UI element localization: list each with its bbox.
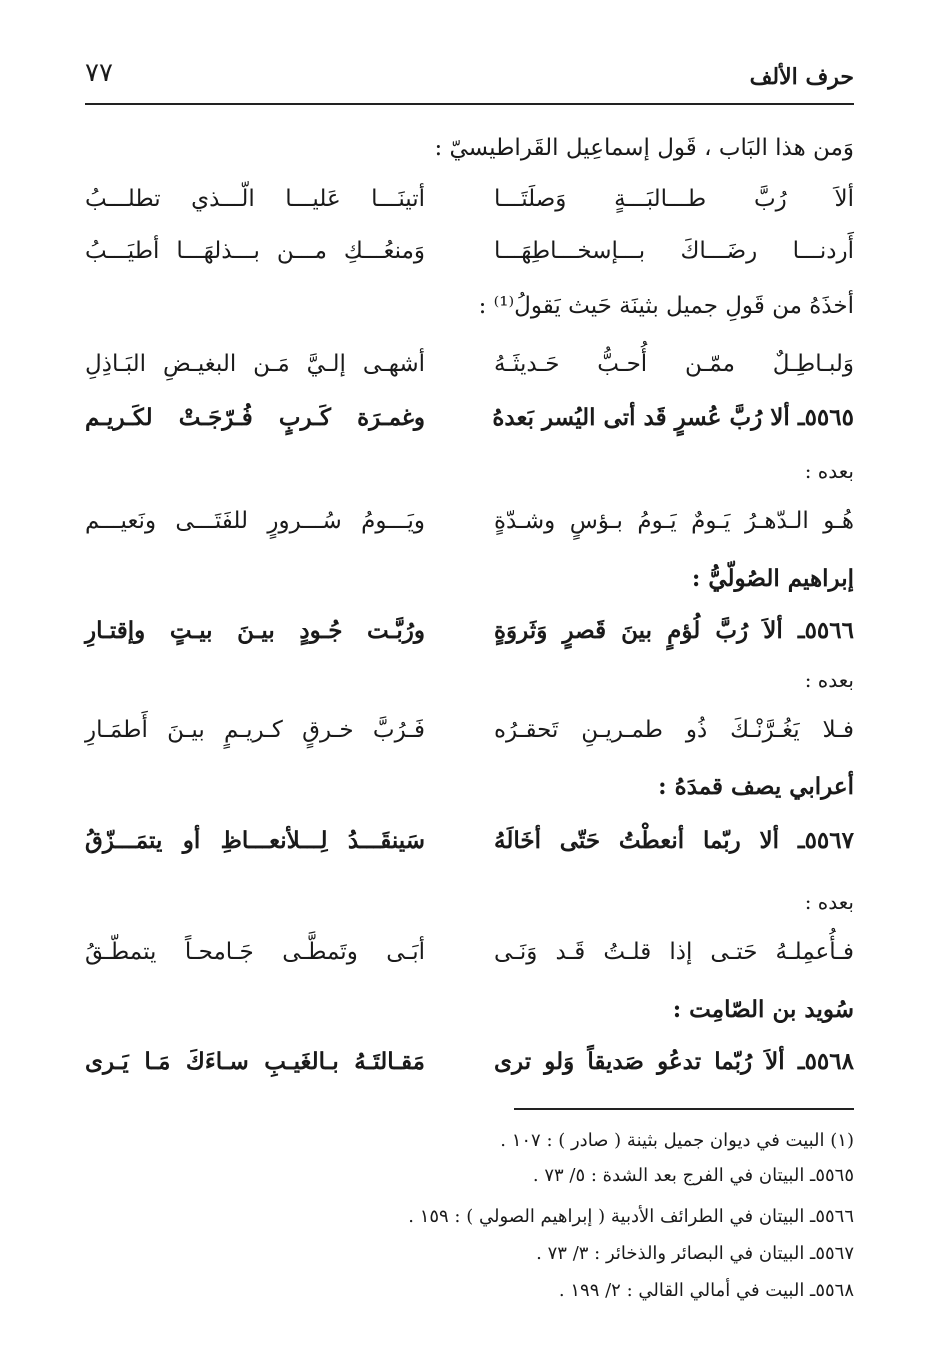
verse-5566 [85,617,854,657]
intro-line: وَمن هذا البَاب ، قَول إسماعِيل القَراطيسيّ : [434,135,854,161]
verse-second-hemistich: وغمـرَة كَـربٍ فُـرّجَـتْ لكَـريـم [85,404,425,431]
verse-qaratisi-2 [85,238,854,278]
after-label: بعده : [804,459,854,483]
verse-second-hemistich: أشهـى إلـيَّ مَـن البغيـضِ البَـاذِلِ [85,351,425,377]
verse-jamil [85,351,854,391]
footnote-divider [514,1108,854,1110]
verse-after-5566 [85,717,854,757]
verse-after-5565 [85,508,854,548]
verse-first-hemistich: ٥٥٦٦ـ ألاَ رُبَّ لُؤمٍ بينَ قَصرٍ وَثَروَةٍ [494,617,854,644]
header-divider [85,103,854,105]
after-label: بعده : [804,668,854,692]
verse-second-hemistich: ويَـــومُ سُـــرورٍ للفَتَـــى ونَعيـــم [85,508,425,534]
verse-number: ٥٥٦٨ـ [797,1048,854,1075]
verse-second-hemistich: أبَـى وتَمطَّـى جَـامحـاً يتمطّـقُ [85,939,425,965]
verse-first-hemistich: هُـو الـدّهـرُ يَـومٌ يَـومُ بـؤسٍ وشـدّةٍ [494,508,854,534]
verse-first-hemistich: ٥٥٦٨ـ ألاَ رُبّما تدعُو صَديقاً وَلو ترى [494,1048,854,1075]
verse-5567 [85,827,854,867]
verse-first-hemistich: أَردنـــا رضَـــاكَ بـــإسخـــاطِهَـــا [494,238,854,264]
footnote: ٥٥٦٧ـ البيتان في البصائر والذخائر : ٣/ ٧٣ . [536,1243,854,1264]
verse-first-hemistich: ٥٥٦٥ـ ألا رُبَّ عُسرٍ قَد أتى اليُسر بَعدهُ [492,404,854,431]
verse-second-hemistich: سَينقَـــدُ لِـــلأنعـــاظِ أو يتمَـــزّقُ [85,827,425,854]
poet-name-suli: إبراهيم الصُولّيُّ : [691,565,854,592]
verse-second-hemistich: وَمنعُـــكِ مـــن بـــذلهَـــا أطيَـــبُ [85,238,425,264]
after-label: بعده : [804,890,854,914]
verse-second-hemistich: مَقـالتَـهُ بـالغَيـبِ سـاءَكَ مَـا يَـرى [85,1048,425,1075]
verse-number: ٥٥٦٥ـ [797,404,854,431]
verse-number: ٥٥٦٧ـ [797,827,854,854]
footnote: ٥٥٦٨ـ البيت في أمالي القالي : ٢/ ١٩٩ . [558,1280,854,1301]
verse-first-hemistich: ٥٥٦٧ـ ألا ربّما أنعطْتُ حَتّى أخَالَهُ [494,827,854,854]
verse-first-hemistich: ألاَ رُبَّ طـــالبَـــةٍ وَصلَتَـــا [494,186,854,212]
footnote: ٥٥٦٥ـ البيتان في الفرج بعد الشدة : ٥/ ٧٣ . [532,1165,854,1186]
chapter-title: حرف الألف [749,64,854,90]
verse-5565 [85,404,854,444]
verse-5568 [85,1048,854,1088]
verse-number: ٥٥٦٦ـ [797,617,854,644]
verse-first-hemistich: فـلا يَغُـرَّنْـكَ ذُو طمـريـنِ تَحقـرُه [494,717,854,743]
poet-name-arabi: أعرابي يصف قمدَهُ : [658,773,854,800]
verse-after-5567 [85,939,854,979]
poet-name-suwayd: سُويد بن الصّامِت : [672,996,854,1023]
verse-qaratisi-1 [85,186,854,226]
verse-second-hemistich: أتينَـــا عَليـــا الّـــذي تطلـــبُ [85,186,425,212]
source-note-jamil: أخذَهُ من قَولِ جميل بثينَة حَيث يَقولُ⁽¹⁾ : [478,293,854,319]
running-header [85,58,854,98]
footnote: ٥٥٦٦ـ البيتان في الطرائف الأدبية ( إبراهيم الصولي ) : ١٥٩ . [408,1206,854,1227]
verse-first-hemistich: فـأُعمِلـهُ حَتـى إذا قلـتُ قَـد وَنَـى [494,939,854,965]
verse-second-hemistich: ورُبَّـت جُـودٍ بيـنَ بيـتٍ وإقتـارِ [85,617,425,644]
verse-second-hemistich: فَـرُبَّ خـرقٍ كـريـمٍ بيـنَ أَطمَـارِ [85,717,425,743]
page-number: ٧٧ [85,58,113,88]
verse-first-hemistich: وَلبـاطِـلٌ ممّـن أُحـبُّ حَـديثَـهُ [494,351,854,377]
footnote: (١) البيت في ديوان جميل بثينة ( صادر ) : ١٠٧ . [500,1130,854,1151]
